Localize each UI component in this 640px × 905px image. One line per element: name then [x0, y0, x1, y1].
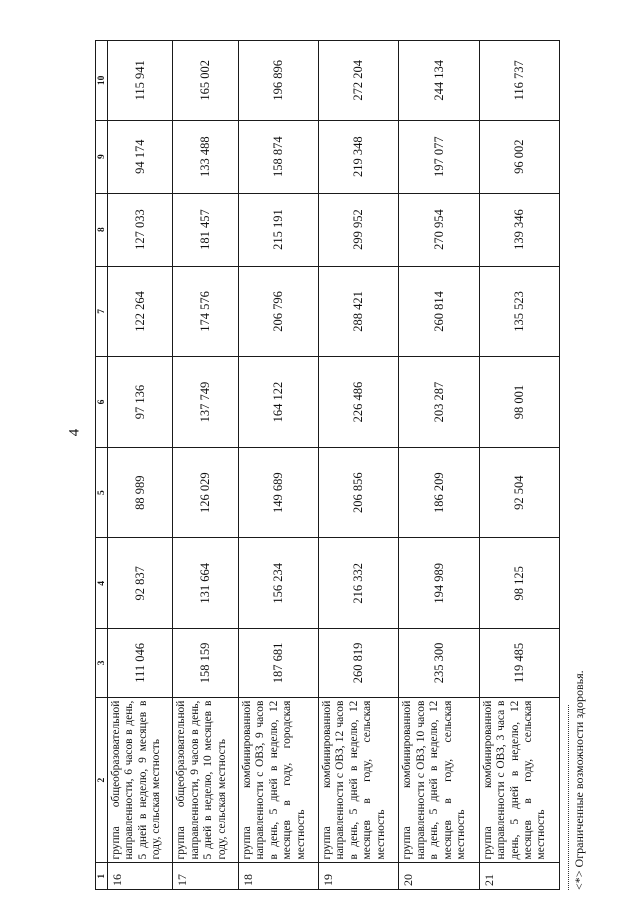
value-cell: 156 234 [238, 538, 318, 629]
value-cell: 203 287 [399, 357, 479, 448]
column-header: 7 [96, 266, 108, 357]
value-cell: 216 332 [319, 538, 399, 629]
cost-table [95, 40, 560, 890]
value-cell: 164 122 [238, 357, 318, 448]
value-cell: 111 046 [108, 629, 173, 698]
value-cell: 196 896 [238, 41, 318, 121]
value-cell: 165 002 [173, 41, 238, 121]
value-cell: 139 346 [479, 193, 559, 266]
value-cell: 194 989 [399, 538, 479, 629]
value-cell: 219 348 [319, 120, 399, 193]
value-cell: 98 125 [479, 538, 559, 629]
column-header: 6 [96, 357, 108, 448]
column-header: 3 [96, 629, 108, 698]
row-number: 16 [108, 863, 173, 890]
value-cell: 206 796 [238, 266, 318, 357]
value-cell: 181 457 [173, 193, 238, 266]
value-cell: 119 485 [479, 629, 559, 698]
value-cell: 115 941 [108, 41, 173, 121]
table-row [399, 41, 479, 890]
value-cell: 272 204 [319, 41, 399, 121]
value-cell: 288 421 [319, 266, 399, 357]
value-cell: 260 814 [399, 266, 479, 357]
row-description: группа комбинированной направленности с ОВЗ, 12 часов в день, 5 дней в неделю, 12 месяцев в году, сельская местность [319, 697, 399, 863]
rotated-content [95, 20, 595, 890]
header-row [96, 41, 108, 890]
value-cell: 206 856 [319, 447, 399, 538]
value-cell: 127 033 [108, 193, 173, 266]
row-description: группа общеобразовательной направленности, 9 часов в день, 5 дней в неделю, 10 месяцев в году, сельская местность [173, 697, 238, 863]
value-cell: 299 952 [319, 193, 399, 266]
footnote: <*> Ограниченные возможности здоровья. [572, 670, 586, 890]
table-row [479, 41, 559, 890]
page-number: 4 [66, 428, 83, 437]
column-header: 8 [96, 193, 108, 266]
value-cell: 92 837 [108, 538, 173, 629]
table-row [319, 41, 399, 890]
value-cell: 260 819 [319, 629, 399, 698]
column-header: 5 [96, 447, 108, 538]
row-number: 19 [319, 863, 399, 890]
value-cell: 135 523 [479, 266, 559, 357]
value-cell: 270 954 [399, 193, 479, 266]
value-cell: 97 136 [108, 357, 173, 448]
value-cell: 137 749 [173, 357, 238, 448]
row-description: группа комбинированной направленности с ОВЗ, 9 часов в день, 5 дней в неделю, 12 месяцев в году, городская местность [238, 697, 318, 863]
value-cell: 131 664 [173, 538, 238, 629]
row-number: 17 [173, 863, 238, 890]
row-number: 18 [238, 863, 318, 890]
row-description: группа комбинированной направленности с ОВЗ, 10 часов в день, 5 дней в неделю, 12 месяцев в году, сельская местность [399, 697, 479, 863]
value-cell: 235 300 [399, 629, 479, 698]
row-description: группа комбинированной направленности с ОВЗ, 3 часа в день, 5 дней в неделю, 12 месяцев в году, сельская местность [479, 697, 559, 863]
value-cell: 158 159 [173, 629, 238, 698]
value-cell: 126 029 [173, 447, 238, 538]
column-header: 4 [96, 538, 108, 629]
value-cell: 116 737 [479, 41, 559, 121]
value-cell: 96 002 [479, 120, 559, 193]
column-header: 10 [96, 41, 108, 121]
row-number: 21 [479, 863, 559, 890]
value-cell: 149 689 [238, 447, 318, 538]
value-cell: 186 209 [399, 447, 479, 538]
value-cell: 88 989 [108, 447, 173, 538]
value-cell: 122 264 [108, 266, 173, 357]
footnote-divider [568, 705, 569, 890]
value-cell: 226 486 [319, 357, 399, 448]
row-number: 20 [399, 863, 479, 890]
table-row [238, 41, 318, 890]
row-description: группа общеобразовательной направленности, 6 часов в день, 5 дней в неделю, 9 месяцев в году, сельская местность [108, 697, 173, 863]
value-cell: 215 191 [238, 193, 318, 266]
value-cell: 98 001 [479, 357, 559, 448]
value-cell: 187 681 [238, 629, 318, 698]
value-cell: 92 504 [479, 447, 559, 538]
value-cell: 133 488 [173, 120, 238, 193]
value-cell: 197 077 [399, 120, 479, 193]
table-row [173, 41, 238, 890]
table-row [108, 41, 173, 890]
value-cell: 244 134 [399, 41, 479, 121]
column-header: 2 [96, 697, 108, 863]
value-cell: 158 874 [238, 120, 318, 193]
value-cell: 174 576 [173, 266, 238, 357]
column-header: 9 [96, 120, 108, 193]
column-header: 1 [96, 863, 108, 890]
value-cell: 94 174 [108, 120, 173, 193]
